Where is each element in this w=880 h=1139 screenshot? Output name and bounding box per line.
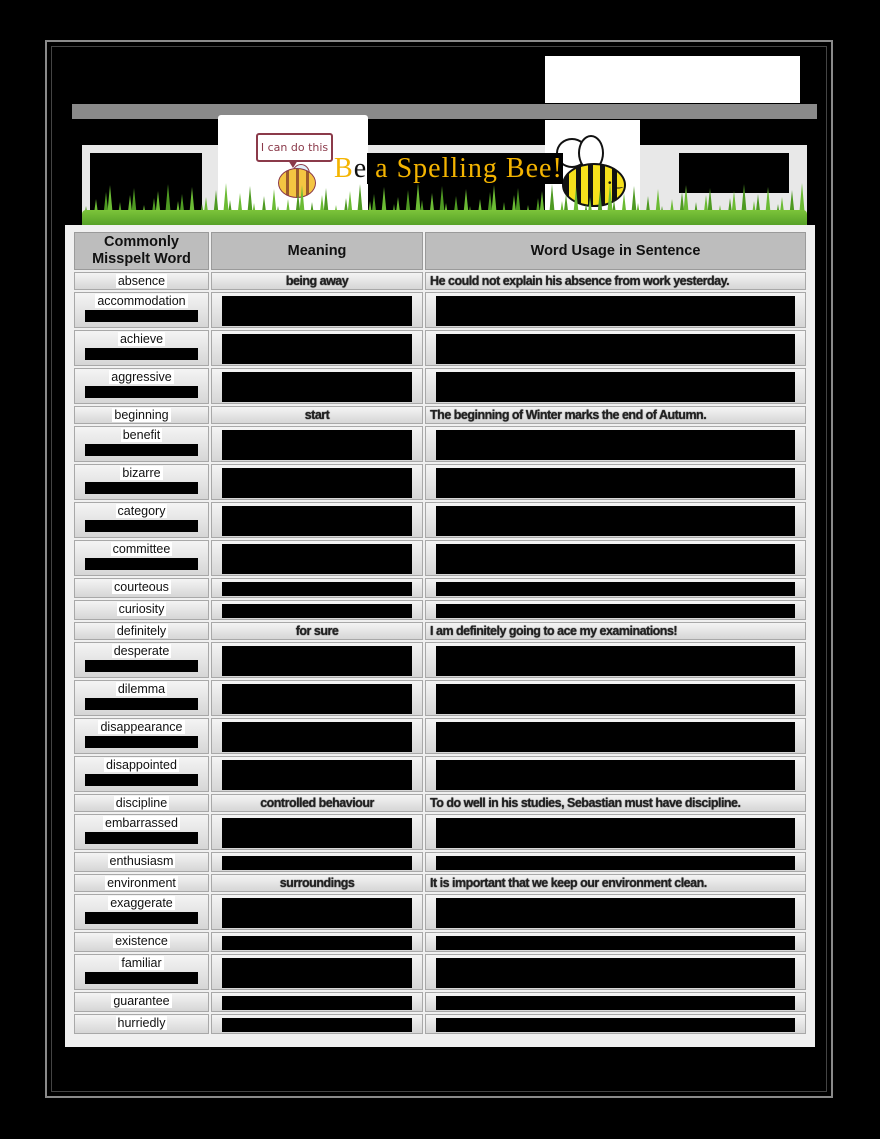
redaction-box <box>436 372 795 402</box>
table-row <box>74 874 806 892</box>
redaction-box <box>85 482 198 494</box>
title-letter: S <box>396 153 414 184</box>
redaction-box <box>222 996 412 1010</box>
meaning-cell <box>211 426 423 462</box>
word-cell <box>74 272 209 290</box>
meaning-cell <box>211 406 423 424</box>
title-letter: l <box>450 153 460 184</box>
meaning-cell <box>211 1014 423 1034</box>
meaning-cell <box>211 502 423 538</box>
redaction-box <box>436 1018 795 1032</box>
sentence-text: He could not explain his absence from work yesterday. <box>430 274 730 288</box>
redaction-box <box>85 774 198 786</box>
table-row <box>74 756 806 792</box>
redaction-box <box>222 372 412 402</box>
sentence-text: The beginning of Winter marks the end of Autumn. <box>430 408 707 422</box>
table-row <box>74 406 806 424</box>
meaning-text: surroundings <box>279 876 355 890</box>
meaning-text: controlled behaviour <box>260 796 374 810</box>
redaction-box <box>436 646 795 676</box>
misspelt-word: definitely <box>116 624 167 638</box>
word-cell <box>74 756 209 792</box>
speech-bubble: I can do this <box>256 133 333 162</box>
sentence-text: It is important that we keep our environment clean. <box>430 876 707 890</box>
redaction-box <box>436 996 795 1010</box>
meaning-cell <box>211 894 423 930</box>
redaction-box <box>222 334 412 364</box>
table-row <box>74 540 806 576</box>
redaction-box <box>85 386 198 398</box>
redaction-box <box>436 296 795 326</box>
word-cell <box>74 814 209 850</box>
misspelt-word: exaggerate <box>110 896 173 910</box>
sentence-text: I am definitely going to ace my examinations! <box>430 624 678 638</box>
sentence-cell <box>425 718 806 754</box>
sentence-cell <box>425 622 806 640</box>
word-cell <box>74 600 209 620</box>
title-letter: e <box>539 153 553 184</box>
sentence-cell <box>425 814 806 850</box>
redaction-box <box>222 582 412 596</box>
redaction-box <box>85 698 198 710</box>
redaction-box <box>436 936 795 950</box>
meaning-cell <box>211 992 423 1012</box>
meaning-cell <box>211 794 423 812</box>
meaning-cell <box>211 874 423 892</box>
redaction-box <box>85 736 198 748</box>
title-letter: e <box>353 153 368 184</box>
title-letter: a <box>375 153 389 184</box>
redaction-box <box>222 296 412 326</box>
header-sentence: Word Usage in Sentence <box>425 232 806 270</box>
sentence-cell <box>425 330 806 366</box>
table-row <box>74 1014 806 1034</box>
meaning-cell <box>211 578 423 598</box>
word-cell <box>74 932 209 952</box>
sentence-cell <box>425 406 806 424</box>
sentence-cell <box>425 502 806 538</box>
table-row <box>74 578 806 598</box>
meaning-cell <box>211 330 423 366</box>
sentence-cell <box>425 1014 806 1034</box>
misspelt-word: category <box>117 504 166 518</box>
sentence-cell <box>425 540 806 576</box>
table-row <box>74 894 806 930</box>
word-cell <box>74 718 209 754</box>
misspelt-word: environment <box>107 876 176 890</box>
word-cell <box>74 464 209 500</box>
misspelt-word: embarrassed <box>105 816 178 830</box>
redaction-box <box>436 604 795 618</box>
table-row <box>74 426 806 462</box>
word-cell <box>74 894 209 930</box>
sentence-cell <box>425 368 806 404</box>
misspelt-word: desperate <box>113 644 170 658</box>
table-row <box>74 600 806 620</box>
redaction-box <box>222 760 412 790</box>
redaction-box <box>85 912 198 924</box>
misspelt-word: existence <box>115 934 168 948</box>
redaction-box <box>436 722 795 752</box>
word-cell <box>74 330 209 366</box>
sentence-cell <box>425 894 806 930</box>
sentence-cell <box>425 756 806 792</box>
redaction-box <box>222 856 412 870</box>
sentence-cell <box>425 852 806 872</box>
misspelt-word: committee <box>112 542 171 556</box>
title-letter: B <box>334 153 354 184</box>
table-row <box>74 852 806 872</box>
misspelt-word: curiosity <box>118 602 165 616</box>
redaction-box <box>222 646 412 676</box>
redaction-box <box>436 334 795 364</box>
word-cell <box>74 1014 209 1034</box>
redaction-box <box>222 1018 412 1032</box>
word-cell <box>74 794 209 812</box>
redaction-box <box>436 468 795 498</box>
word-cell <box>74 578 209 598</box>
meaning-cell <box>211 540 423 576</box>
word-cell <box>74 954 209 990</box>
redaction-box <box>85 832 198 844</box>
misspelt-word: enthusiasm <box>109 854 174 868</box>
word-cell <box>74 502 209 538</box>
redaction-box <box>436 684 795 714</box>
spelling-table <box>72 230 808 1036</box>
spelling-table-container <box>65 225 815 1047</box>
meaning-text: for sure <box>295 624 339 638</box>
redaction-box <box>436 506 795 536</box>
table-row <box>74 622 806 640</box>
redaction-box <box>436 856 795 870</box>
misspelt-word: dilemma <box>117 682 166 696</box>
redaction-box <box>436 544 795 574</box>
title-letter: l <box>441 153 451 184</box>
word-cell <box>74 680 209 716</box>
sentence-cell <box>425 426 806 462</box>
table-row <box>74 368 806 404</box>
misspelt-word: disappointed <box>106 758 177 772</box>
misspelt-word: absence <box>117 274 166 288</box>
bee-face-icon: • ‿ <box>608 178 623 189</box>
sentence-cell <box>425 680 806 716</box>
word-cell <box>74 622 209 640</box>
header-rule <box>72 104 817 119</box>
table-row <box>74 814 806 850</box>
meaning-cell <box>211 642 423 678</box>
misspelt-word: aggressive <box>111 370 172 384</box>
meaning-text: start <box>304 408 330 422</box>
redaction-box <box>222 684 412 714</box>
redaction-box <box>436 898 795 928</box>
redaction-box <box>222 604 412 618</box>
redaction-box <box>85 444 198 456</box>
table-row <box>74 502 806 538</box>
sentence-cell <box>425 932 806 952</box>
title-letter: g <box>482 153 498 184</box>
sentence-cell <box>425 794 806 812</box>
meaning-cell <box>211 464 423 500</box>
sentence-cell <box>425 292 806 328</box>
sentence-cell <box>425 578 806 598</box>
meaning-cell <box>211 814 423 850</box>
word-cell <box>74 426 209 462</box>
sentence-cell <box>425 992 806 1012</box>
title-letter: n <box>467 153 483 184</box>
title-letter: p <box>413 153 429 184</box>
misspelt-word: hurriedly <box>117 1016 166 1030</box>
header-white-block <box>545 56 800 103</box>
misspelt-word: familiar <box>121 956 162 970</box>
meaning-cell <box>211 852 423 872</box>
sentence-cell <box>425 642 806 678</box>
redaction-box <box>85 972 198 984</box>
redaction-box <box>85 520 198 532</box>
table-row <box>74 330 806 366</box>
misspelt-word: beginning <box>114 408 169 422</box>
misspelt-word: accommodation <box>97 294 186 308</box>
word-cell <box>74 642 209 678</box>
table-row <box>74 954 806 990</box>
redaction-box <box>222 936 412 950</box>
redaction-box <box>85 558 198 570</box>
meaning-cell <box>211 272 423 290</box>
meaning-cell <box>211 718 423 754</box>
meaning-cell <box>211 954 423 990</box>
sentence-text: To do well in his studies, Sebastian must have discipline. <box>430 796 741 810</box>
title-letter: i <box>459 153 468 184</box>
misspelt-word: guarantee <box>113 994 170 1008</box>
redaction-box <box>85 348 198 360</box>
word-cell <box>74 406 209 424</box>
misspelt-word: disappearance <box>100 720 183 734</box>
redaction-box <box>436 582 795 596</box>
word-cell <box>74 368 209 404</box>
table-row <box>74 932 806 952</box>
header-word: Commonly Misspelt Word <box>74 232 209 270</box>
redaction-box <box>85 310 198 322</box>
redaction-box <box>222 544 412 574</box>
header-meaning: Meaning <box>211 232 423 270</box>
redaction-box <box>222 722 412 752</box>
table-row <box>74 718 806 754</box>
redaction-box <box>85 660 198 672</box>
redaction-box <box>436 430 795 460</box>
redaction-box <box>222 818 412 848</box>
sentence-cell <box>425 874 806 892</box>
redaction-box <box>222 898 412 928</box>
table-row <box>74 992 806 1012</box>
misspelt-word: benefit <box>122 428 161 442</box>
sentence-cell <box>425 954 806 990</box>
redaction-box <box>222 468 412 498</box>
word-cell <box>74 540 209 576</box>
sentence-cell <box>425 600 806 620</box>
misspelt-word: courteous <box>114 580 169 594</box>
meaning-text: being away <box>285 274 349 288</box>
redaction-box <box>222 430 412 460</box>
redaction-box <box>222 506 412 536</box>
word-cell <box>74 874 209 892</box>
table-row <box>74 794 806 812</box>
redaction-box <box>436 958 795 988</box>
meaning-cell <box>211 292 423 328</box>
table-row <box>74 680 806 716</box>
redaction-box <box>436 760 795 790</box>
word-cell <box>74 852 209 872</box>
misspelt-word: bizarre <box>122 466 161 480</box>
meaning-cell <box>211 756 423 792</box>
table-row <box>74 642 806 678</box>
title-letter: e <box>428 153 442 184</box>
word-cell <box>74 992 209 1012</box>
title-letter: ! <box>552 153 563 184</box>
table-row <box>74 464 806 500</box>
misspelt-word: discipline <box>115 796 168 810</box>
title-letter: B <box>505 153 526 184</box>
meaning-cell <box>211 600 423 620</box>
meaning-cell <box>211 680 423 716</box>
meaning-cell <box>211 368 423 404</box>
redaction-box <box>436 818 795 848</box>
sentence-cell <box>425 464 806 500</box>
word-cell <box>74 292 209 328</box>
sentence-cell <box>425 272 806 290</box>
misspelt-word: achieve <box>119 332 164 346</box>
table-row <box>74 272 806 290</box>
table-row <box>74 292 806 328</box>
meaning-cell <box>211 932 423 952</box>
meaning-cell <box>211 622 423 640</box>
title-letter: e <box>525 153 540 184</box>
redaction-box <box>222 958 412 988</box>
table-header-row <box>74 232 806 270</box>
